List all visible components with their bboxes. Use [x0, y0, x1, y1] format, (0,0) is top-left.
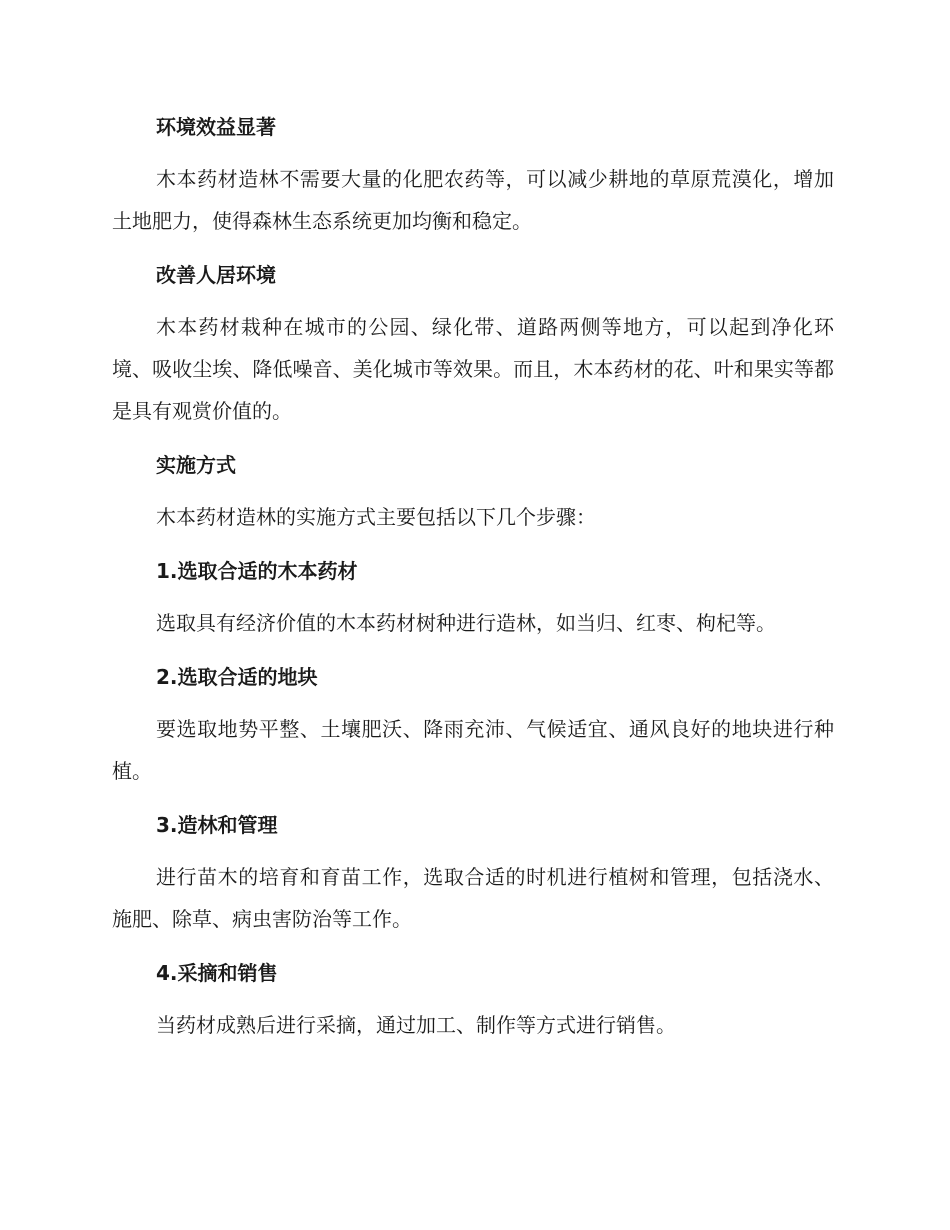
section-heading: 3.造林和管理: [156, 813, 278, 837]
section-heading: 1.选取合适的木本药材: [156, 559, 358, 583]
section-heading: 改善人居环境: [156, 263, 276, 287]
section-paragraph: 当药材成熟后进行采摘，通过加工、制作等方式进行销售。: [156, 1013, 676, 1037]
section-paragraph: 木本药材造林不需要大量的化肥农药等，可以减少耕地的草原荒漠化，增加土地肥力，使得森林生态系统更加均衡和稳定。: [112, 167, 834, 233]
section-paragraph: 木本药材栽种在城市的公园、绿化带、道路两侧等地方，可以起到净化环境、吸收尘埃、降低噪音、美化城市等效果。而且，木本药材的花、叶和果实等都是具有观赏价值的。: [112, 315, 834, 423]
section-paragraph: 要选取地势平整、土壤肥沃、降雨充沛、气候适宜、通风良好的地块进行种植。: [112, 717, 834, 783]
section-heading: 2.选取合适的地块: [156, 665, 318, 689]
section-heading: 实施方式: [156, 453, 236, 477]
section-paragraph: 木本药材造林的实施方式主要包括以下几个步骤：: [156, 505, 596, 529]
section-heading: 环境效益显著: [156, 115, 276, 139]
section-paragraph: 进行苗木的培育和育苗工作，选取合适的时机进行植树和管理，包括浇水、施肥、除草、病虫害防治等工作。: [112, 865, 834, 931]
section-paragraph: 选取具有经济价值的木本药材树种进行造林，如当归、红枣、枸杞等。: [156, 611, 776, 635]
section-heading: 4.采摘和销售: [156, 961, 278, 985]
document-page: [112, 108, 834, 1046]
